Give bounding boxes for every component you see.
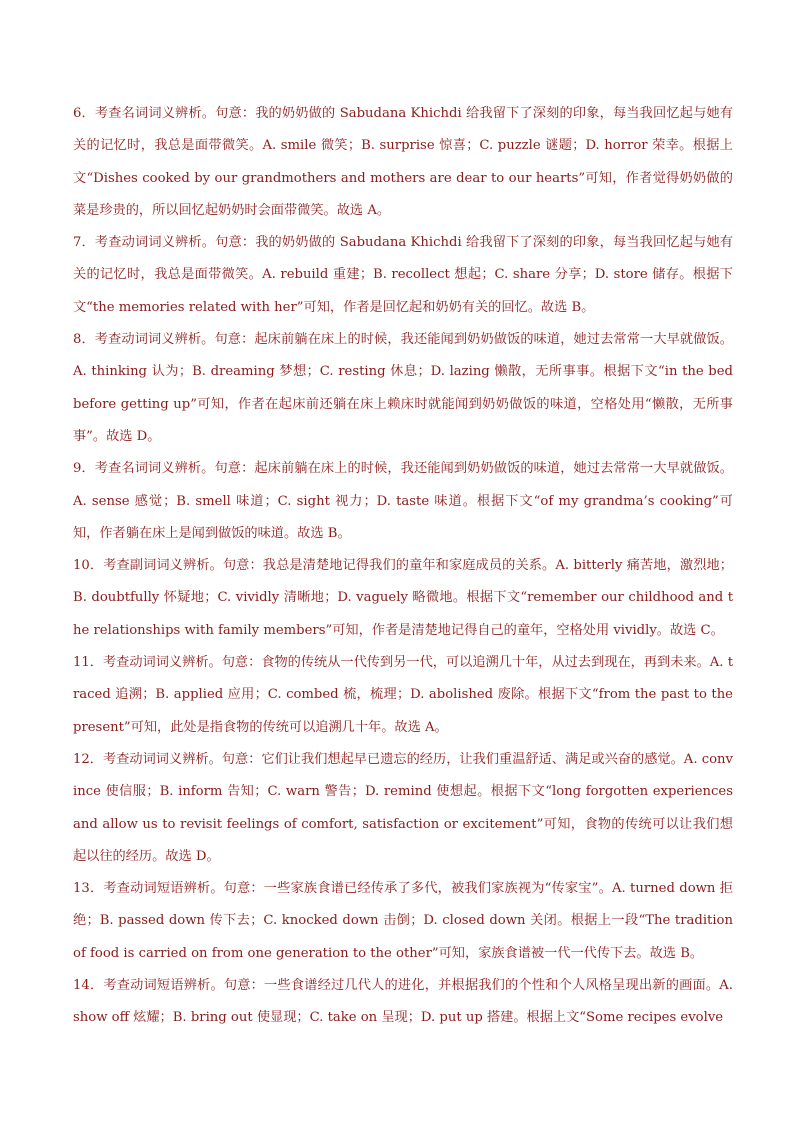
- answer-explanations: [73, 98, 733, 1035]
- explanation-paragraph-11: 11．考查动词词义辨析。句意：食物的传统从一代传到另一代，可以追溯几十年，从过去到现在，再到未来。A. traced 追溯；B. applied 应用；C. combed 梳，梳理；D. abolished 废除。根据下文“from the past to the present”可知，此处是指食物的传统可以追溯几十年。故选 A。: [73, 655, 733, 735]
- explanation-paragraph-9: 9．考查名词词义辨析。句意：起床前躺在床上的时候，我还能闻到奶奶做饭的味道，她过去常常一大早就做饭。A. sense 感觉；B. smell 味道；C. sight 视力；D. taste 味道。根据下文“of my grandma’s cooking”可知，作者躺在床上是闻到做饭的味道。故选 B。: [73, 461, 733, 541]
- explanation-paragraph-10: 10．考查副词词义辨析。句意：我总是清楚地记得我们的童年和家庭成员的关系。A. bitterly 痛苦地，激烈地；B. doubtfully 怀疑地；C. vividly 清晰地；D. vaguely 略微地。根据下文“remember our childhood and the relationships with family members”可知，作者是清楚地记得自己的童年，空格处用 vividly。故选 C。: [73, 558, 733, 638]
- explanation-paragraph-8: 8．考查动词词义辨析。句意：起床前躺在床上的时候，我还能闻到奶奶做饭的味道，她过去常常一大早就做饭。A. thinking 认为；B. dreaming 梦想；C. resting 休息；D. lazing 懒散，无所事事。根据下文“in the bed before getting up”可知，作者在起床前还躺在床上赖床时就能闻到奶奶做饭的味道，空格处用“懒散，无所事事”。故选 D。: [73, 332, 733, 444]
- explanation-paragraph-12: 12．考查动词词义辨析。句意：它们让我们想起早已遗忘的经历，让我们重温舒适、满足或兴奋的感觉。A. convince 使信服；B. inform 告知；C. warn 警告；D. remind 使想起。根据下文“long forgotten experiences and allow us to revisit feelings of comfort, satisfaction or excitement”可知，食物的传统可以让我们想起以往的经历。故选 D。: [73, 751, 733, 864]
- explanation-paragraph-13: 13．考查动词短语辨析。句意：一些家族食谱已经传承了多代，被我们家族视为“传家宝”。A. turned down 拒绝；B. passed down 传下去；C. knocked down 击倒；D. closed down 关闭。根据上一段“The tradition of food is carried on from one generation to the other”可知，家族食谱被一代一代传下去。故选 B。: [73, 881, 733, 961]
- explanation-paragraph-7: 7．考查动词词义辨析。句意：我的奶奶做的 Sabudana Khichdi 给我留下了深刻的印象，每当我回忆起与她有关的记忆时，我总是面带微笑。A. rebuild 重建；B. recollect 想起；C. share 分享；D. store 储存。根据下文“the memories related with her”可知，作者是回忆起和奶奶有关的回忆。故选 B。: [73, 235, 733, 315]
- explanation-paragraph-14: 14．考查动词短语辨析。句意：一些食谱经过几代人的进化，并根据我们的个性和个人风格呈现出新的画面。A. show off 炫耀；B. bring out 使显现；C. take on 呈现；D. put up 搭建。根据上文“Some recipes evolve: [73, 978, 733, 1026]
- explanation-paragraph-6: 6．考查名词词义辨析。句意：我的奶奶做的 Sabudana Khichdi 给我留下了深刻的印象，每当我回忆起与她有关的记忆时，我总是面带微笑。A. smile 微笑；B. surprise 惊喜；C. puzzle 谜题；D. horror 荣幸。根据上文“Dishes cooked by our grandmothers and mothers are dear to our hearts”可知，作者觉得奶奶做的菜是珍贵的，所以回忆起奶奶时会面带微笑。故选 A。: [73, 106, 733, 218]
